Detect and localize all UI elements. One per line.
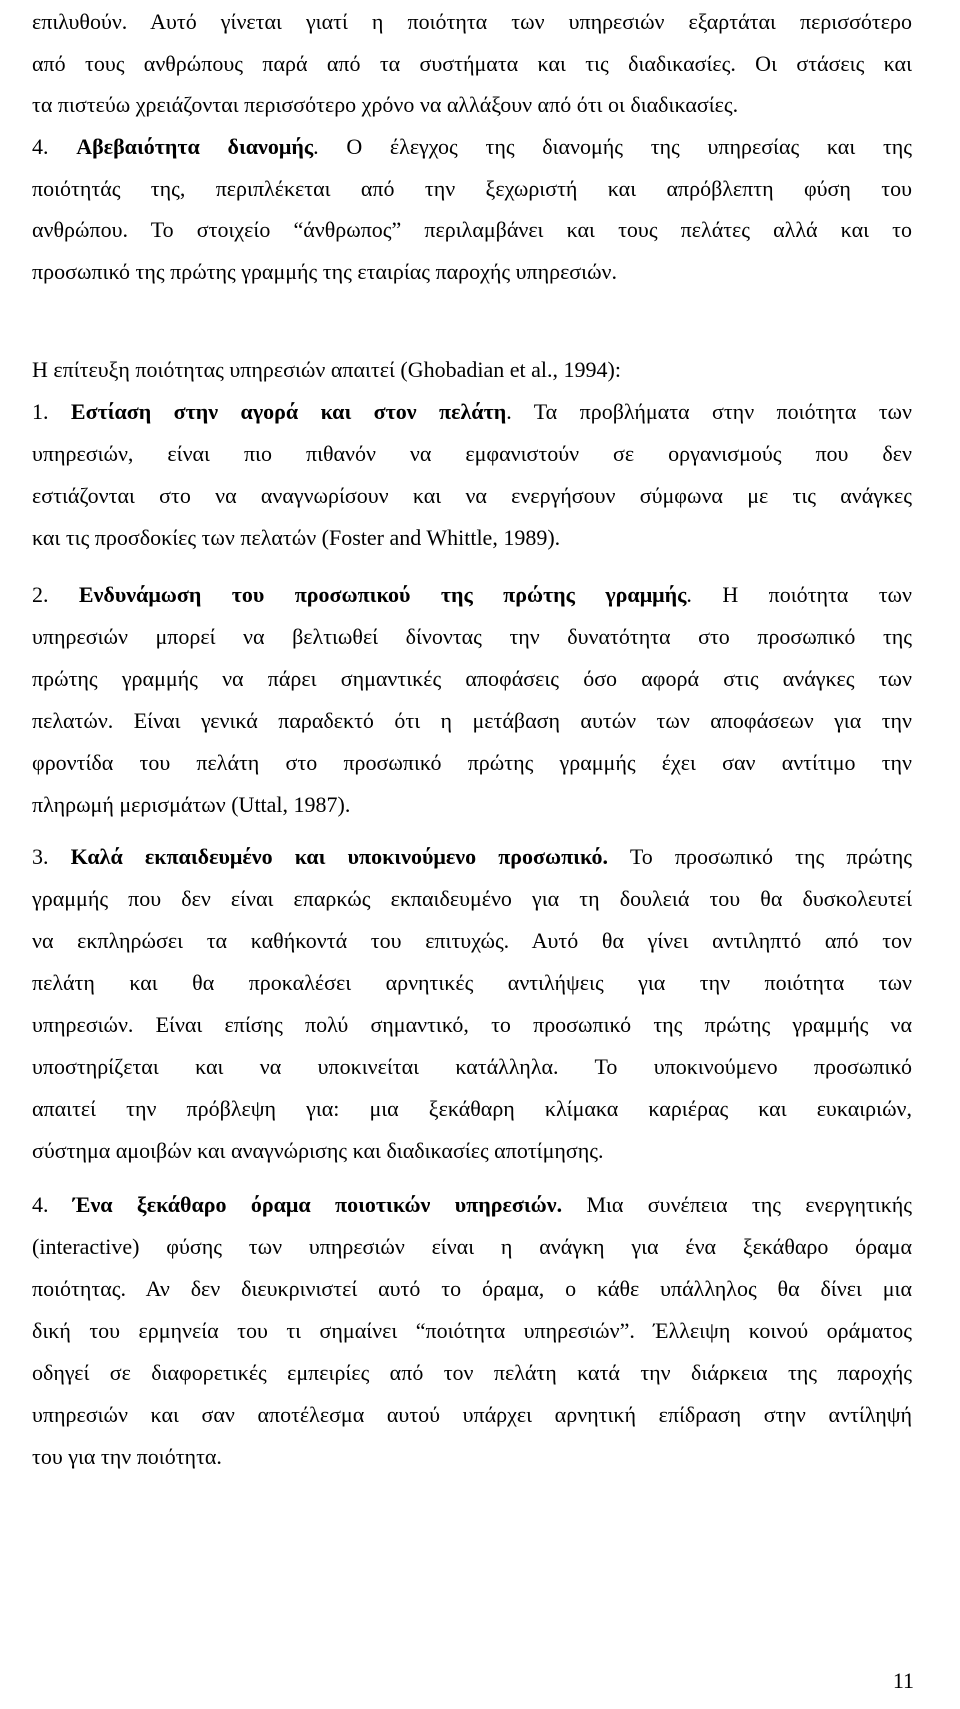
text-line: απαιτεί την πρόβλεψη για: μια ξεκάθαρη κλίμακα καριέρας και ευκαιριών, — [32, 1096, 912, 1121]
item-number: 2. — [32, 582, 49, 607]
text-line: πελατών. Είναι γενικά παραδεκτό ότι η μετάβαση αυτών των αποφάσεων για την — [32, 708, 912, 733]
item-text: . Ο έλεγχος της διανομής της υπηρεσίας και της — [313, 134, 913, 159]
item-text: . Τα προβλήματα στην ποιότητα των — [506, 399, 912, 424]
text-line: πρώτης γραμμής να πάρει σημαντικές αποφάσεις όσο αφορά στις ανάγκες των — [32, 666, 912, 691]
text-line: και τις προσδοκίες των πελατών (Foster and Whittle, 1989). — [32, 525, 561, 550]
text-line: οδηγεί σε διαφορετικές εμπειρίες από τον πελάτη κατά την διάρκεια της παροχής — [32, 1360, 912, 1385]
text-line: τα πιστεύω χρειάζονται περισσότερο χρόνο να αλλάξουν από ότι οι διαδικασίες. — [32, 92, 739, 117]
text-line: ποιότητάς της, περιπλέκεται από την ξεχωριστή και απρόβλεπτη φύση του — [32, 176, 912, 201]
text-line: υποστηρίζεται και να υποκινείται κατάλληλα. Το υποκινούμενο προσωπικό — [32, 1054, 912, 1079]
text-line: πληρωμή μερισμάτων (Uttal, 1987). — [32, 792, 351, 817]
text-line: εστιάζονται στο να αναγνωρίσουν και να ενεργήσουν σύμφωνα με τις ανάγκες — [32, 483, 912, 508]
text-line — [32, 127, 912, 167]
item-heading: Αβεβαιότητα διανομής — [76, 134, 314, 159]
text-line — [32, 392, 912, 432]
item-number: 1. — [32, 399, 49, 424]
item-number: 4. — [32, 1192, 49, 1217]
text-line: σύστημα αμοιβών και αναγνώρισης και διαδικασίες αποτίμησης. — [32, 1138, 604, 1163]
item-heading: Ενδυνάμωση του προσωπικού της πρώτης γραμμής — [78, 582, 687, 607]
text-line — [32, 1185, 912, 1225]
item-heading: Καλά εκπαιδευμένο και υποκινούμενο προσωπικό. — [70, 844, 609, 869]
text-line: ποιότητας. Αν δεν διευκρινιστεί αυτό το όραμα, ο κάθε υπάλληλος θα δίνει μια — [32, 1276, 912, 1301]
text-line: ανθρώπου. Το στοιχείο “άνθρωπος” περιλαμβάνει και τους πελάτες αλλά και το — [32, 217, 912, 242]
text-line: προσωπικό της πρώτης γραμμής της εταιρίας παροχής υπηρεσιών. — [32, 259, 618, 284]
page-number: 11 — [892, 1668, 914, 1693]
item-heading: Εστίαση στην αγορά και στον πελάτη — [70, 399, 507, 424]
item-heading: Ένα ξεκάθαρο όραμα ποιοτικών υπηρεσιών. — [72, 1192, 563, 1217]
text-line: φροντίδα του πελάτη στο προσωπικό πρώτης γραμμής έχει σαν αντίτιμο την — [32, 750, 912, 775]
text-line: υπηρεσιών, είναι πιο πιθανόν να εμφανιστούν σε οργανισμούς που δεν — [32, 441, 912, 466]
item-text: Το προσωπικό της πρώτης — [608, 844, 912, 869]
item-number: 3. — [32, 844, 49, 869]
text-line — [32, 837, 912, 877]
text-line: Η επίτευξη ποιότητας υπηρεσιών απαιτεί (Ghobadian et al., 1994): — [32, 357, 621, 382]
text-line: υπηρεσιών μπορεί να βελτιωθεί δίνοντας την δυνατότητα στο προσωπικό της — [32, 624, 912, 649]
text-line: δική του ερμηνεία του τι σημαίνει “ποιότητα υπηρεσιών”. Έλλειψη κοινού οράματος — [32, 1318, 912, 1343]
text-line: επιλυθούν. Αυτό γίνεται γιατί η ποιότητα των υπηρεσιών εξαρτάται περισσότερο — [32, 9, 912, 34]
text-line: να εκπληρώσει τα καθήκοντά του επιτυχώς. Αυτό θα γίνει αντιληπτό από τον — [32, 928, 912, 953]
text-line: γραμμής που δεν είναι επαρκώς εκπαιδευμένο για τη δουλειά του θα δυσκολευτεί — [32, 886, 912, 911]
item-text: Μια συνέπεια της ενεργητικής — [562, 1192, 913, 1217]
text-line: (interactive) φύσης των υπηρεσιών είναι η ανάγκη για ένα ξεκάθαρο όραμα — [32, 1234, 912, 1259]
item-text: . Η ποιότητα των — [686, 582, 912, 607]
text-line: πελάτη και θα προκαλέσει αρνητικές αντιλήψεις για την ποιότητα των — [32, 970, 912, 995]
item-number: 4. — [32, 134, 49, 159]
text-line: υπηρεσιών. Είναι επίσης πολύ σημαντικό, το προσωπικό της πρώτης γραμμής να — [32, 1012, 912, 1037]
text-line — [32, 575, 912, 615]
text-line: του για την ποιότητα. — [32, 1444, 222, 1469]
text-line: υπηρεσιών και σαν αποτέλεσμα αυτού υπάρχει αρνητική επίδραση στην αντίληψή — [32, 1402, 912, 1427]
text-line: από τους ανθρώπους παρά από τα συστήματα και τις διαδικασίες. Οι στάσεις και — [32, 51, 912, 76]
